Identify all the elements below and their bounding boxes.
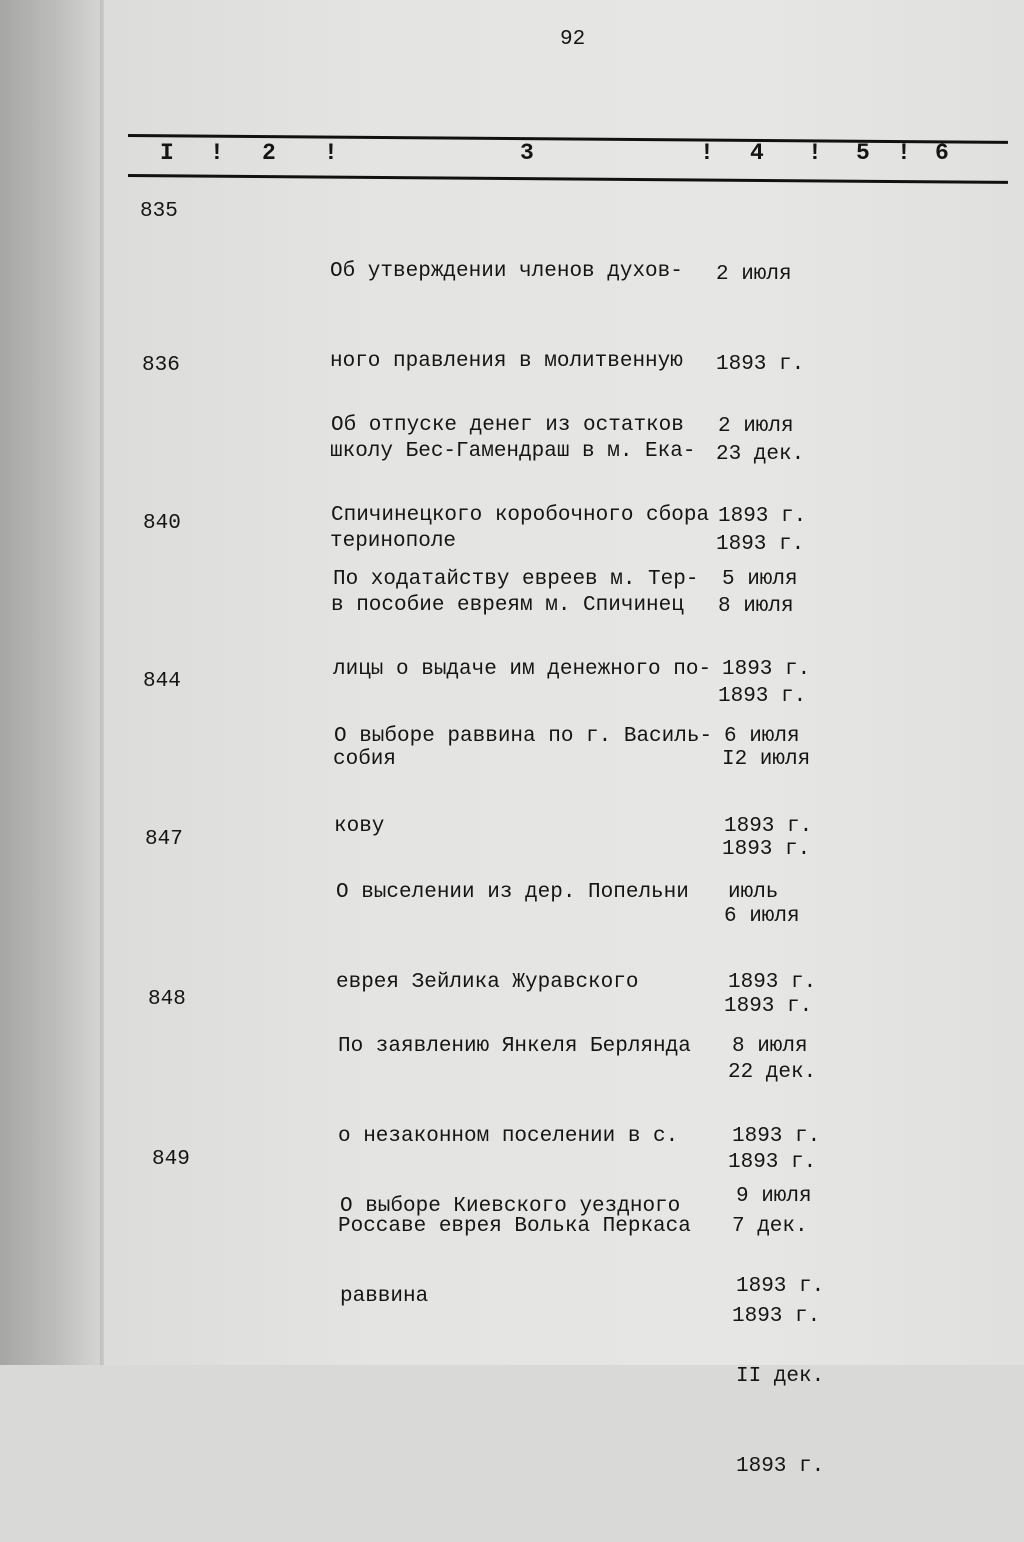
case-title-line: Россаве еврея Волька Перкаса bbox=[338, 1215, 691, 1238]
case-date-line: 2 июля bbox=[716, 263, 792, 286]
case-title-line: в пособие евреям м. Спичинец bbox=[331, 594, 684, 617]
case-date-line: 7 дек. bbox=[732, 1215, 808, 1238]
case-date-line: 1893 г. bbox=[724, 995, 813, 1018]
header-col-5: 5 bbox=[856, 140, 870, 166]
case-dates bbox=[736, 1122, 824, 1542]
case-title-line: О выселении из дер. Попельни bbox=[336, 881, 689, 904]
header-col-1: I bbox=[160, 140, 174, 166]
case-title-line: Об отпуске денег из остатков bbox=[331, 414, 684, 437]
case-date-line: 1893 г. bbox=[718, 505, 807, 528]
case-title-line: кову bbox=[334, 815, 385, 838]
case-date-line: 1893 г. bbox=[722, 658, 811, 681]
case-date-line: 1893 г. bbox=[728, 971, 817, 994]
case-number: 848 bbox=[148, 988, 186, 1011]
case-title-line: теринополе bbox=[330, 530, 457, 553]
case-date-line: 1893 г. bbox=[736, 1275, 825, 1298]
case-title-line: школу Бес-Гамендраш в м. Ека- bbox=[330, 440, 696, 463]
header-sep: ! bbox=[700, 140, 714, 166]
case-number: 835 bbox=[140, 200, 178, 223]
case-date-line: 1893 г. bbox=[724, 815, 813, 838]
case-title-line: ного правления в молитвенную bbox=[330, 350, 683, 373]
case-date-line: 8 июля bbox=[718, 595, 794, 618]
header-sep: ! bbox=[808, 140, 822, 166]
case-date-line: 6 июля bbox=[724, 725, 800, 748]
case-title-line: лицы о выдаче им денежного по- bbox=[333, 658, 712, 681]
case-title-line: Спичинецкого коробочного сбора bbox=[331, 504, 710, 527]
case-date-line: II дек. bbox=[736, 1365, 825, 1388]
case-title-line: о незаконном поселении в с. bbox=[338, 1125, 679, 1148]
case-date-line: 5 июля bbox=[722, 568, 798, 591]
case-title-line: О выборе Киевского уездного bbox=[340, 1195, 681, 1218]
case-number: 840 bbox=[143, 512, 181, 535]
case-date-line: 1893 г. bbox=[716, 533, 805, 556]
case-date-line: I2 июля bbox=[722, 748, 811, 771]
case-date-line: 1893 г. bbox=[736, 1455, 825, 1478]
case-date-line: 1893 г. bbox=[732, 1305, 821, 1328]
header-sep: ! bbox=[324, 140, 338, 166]
case-date-line: 1893 г. bbox=[722, 838, 811, 861]
header-sep: ! bbox=[897, 140, 911, 166]
case-date-line: 1893 г. bbox=[716, 353, 805, 376]
case-date-line: 8 июля bbox=[732, 1035, 808, 1058]
header-sep: ! bbox=[210, 140, 224, 166]
page-number: 92 bbox=[560, 28, 586, 51]
header-col-4: 4 bbox=[750, 140, 764, 166]
case-title-line: По ходатайству евреев м. Тер- bbox=[333, 568, 699, 591]
case-title-line: Об утверждении членов духов- bbox=[330, 260, 683, 283]
case-title-line: собия bbox=[333, 748, 397, 771]
case-date-line: 9 июля bbox=[736, 1185, 812, 1208]
case-date-line: июль bbox=[728, 881, 779, 904]
case-date-line: 1893 г. bbox=[728, 1151, 817, 1174]
case-number: 836 bbox=[142, 354, 180, 377]
case-date-line: 1893 г. bbox=[732, 1125, 821, 1148]
case-date-line: 22 дек. bbox=[728, 1061, 817, 1084]
case-title bbox=[340, 1132, 680, 1372]
case-date-line: 1893 г. bbox=[718, 685, 807, 708]
case-title-line: раввина bbox=[340, 1285, 429, 1308]
case-title-line: О выборе раввина по г. Василь- bbox=[334, 725, 713, 748]
case-date-line: 6 июля bbox=[724, 905, 800, 928]
book-spine bbox=[0, 0, 104, 1365]
case-number: 847 bbox=[145, 828, 183, 851]
header-col-2: 2 bbox=[262, 140, 276, 166]
case-number: 844 bbox=[143, 670, 181, 693]
case-title-line: По заявлению Янкеля Берлянда bbox=[338, 1035, 691, 1058]
case-date-line: 2 июля bbox=[718, 415, 794, 438]
case-title-line: еврея Зейлика Журавского bbox=[336, 971, 639, 994]
header-col-3: 3 bbox=[520, 140, 534, 166]
header-col-6: 6 bbox=[935, 140, 949, 166]
case-number: 849 bbox=[152, 1148, 190, 1171]
case-date-line: 23 дек. bbox=[716, 443, 805, 466]
